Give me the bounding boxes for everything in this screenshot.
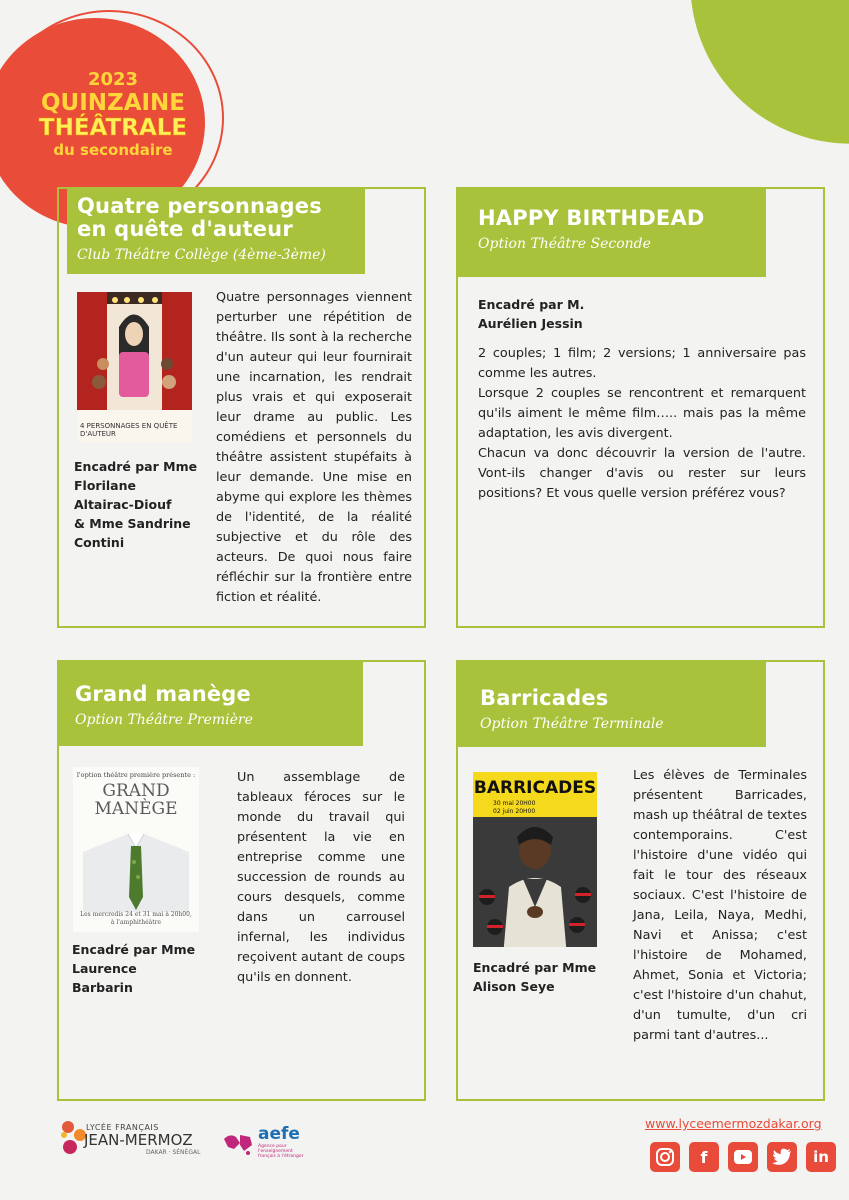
poster4-title: BARRICADES (473, 772, 597, 800)
decorative-green-shape (688, 0, 849, 164)
aefe-subtitle: Agence pour l'enseignement français à l'étranger (258, 1144, 304, 1159)
poster4-date2: 02 juin 20H00 (493, 808, 536, 815)
card4-encadre (473, 958, 613, 996)
school-name-line1: LYCÉE FRANÇAIS (86, 1123, 159, 1132)
card4-title: Barricades (480, 686, 609, 710)
card2-description (478, 344, 806, 504)
poster3-bottom2: à l'amphithéâtre (110, 919, 162, 926)
aefe-logo (258, 1124, 318, 1166)
card3-encadre-line: Laurence (72, 961, 137, 976)
card4-encadre-line: Alison Seye (473, 979, 555, 994)
card3-encadre-line: Barbarin (72, 980, 133, 995)
aefe-wordmark: aefe (258, 1124, 300, 1144)
card1-encadre-line: Encadré par Mme (74, 459, 198, 474)
school-name-line2: JEAN-MERMOZ (84, 1131, 193, 1149)
card2-header (458, 188, 766, 277)
school-logo (58, 1117, 208, 1165)
card2-encadre (478, 295, 678, 333)
event-title-line3: du secondaire (53, 141, 173, 159)
card1-description: Quatre personnages viennent perturber une répétition de théâtre. Ils sont à la recherche d'un auteur qui leur fournirait une incarnation, les rendrait plus vrais et qui exposerait leur drame au public. Les comédiens et personnels du théâtre assistent stupéfaits à leur demande. Une mise en abyme qui explore les thèmes de l'identité, de la réalité subjective et du rôle des acteurs. De quoi nous faire réfléchir sur la frontière entre fiction et réalité. (216, 290, 412, 605)
world-map-icon (220, 1125, 256, 1161)
card2-title: HAPPY BIRTHDEAD (478, 206, 705, 230)
event-title-line1: QUINZAINE (40, 90, 186, 116)
card2-encadre-line: Encadré par M. (478, 297, 585, 312)
card1-poster (77, 292, 192, 442)
website-link[interactable]: www.lyceemermozdakar.org (645, 1116, 822, 1131)
card1-encadre-line: Contini (74, 535, 125, 550)
poster3-top: l'option théâtre première présente : (76, 771, 196, 779)
poster4-date1: 30 mai 20H00 (493, 800, 536, 807)
linkedin-icon[interactable]: in (806, 1142, 836, 1172)
card1-title-line1: Quatre personnages (77, 194, 322, 218)
poster3-shirt-illustration (73, 822, 199, 912)
card4-subtitle: Option Théâtre Terminale (480, 716, 664, 732)
event-year: 2023 (87, 69, 139, 90)
poster3-bottom1: Les mercredis 24 et 31 mai à 20h00, (80, 911, 192, 918)
social-links (650, 1142, 836, 1172)
card3-header (57, 660, 363, 746)
twitter-icon[interactable] (767, 1142, 797, 1172)
card4-description: Les élèves de Terminales présentent Barricades, mash up théâtral de textes contemporains. C'est l'histoire d'une vidéo qui fait le tour des réseaux sociaux. C'est l'histoire de Jana, Leila, Naya, Medhi, Navi et Anissa; c'est l'histoire de Mohamed, Ahmet, Sonia et Victoria; c'est l'histoire d'un chahut, d'un tumulte, d'un cri parmi tant d'autres... (633, 768, 807, 1043)
card4-poster (473, 772, 597, 947)
card4-encadre-line: Encadré par Mme (473, 960, 597, 975)
card1-encadre-line: & Mme Sandrine (74, 516, 191, 531)
card2-desc-p1: 2 couples; 1 film; 2 versions; 1 anniversaire pas comme les autres. (478, 346, 806, 381)
card4-header (458, 661, 766, 747)
facebook-icon[interactable]: f (689, 1142, 719, 1172)
aefe-network-logo (220, 1125, 256, 1161)
school-name-line3: DAKAR · SÉNÉGAL (146, 1149, 201, 1156)
card2-desc-p3: Chacun va donc découvrir la version de l'autre. Vont-ils changer d'avis ou rester sur leurs positions? Et vous quelle version préférez vous? (478, 446, 806, 501)
card1-header (67, 188, 365, 274)
poster1-caption: 4 PERSONNAGES EN QUÊTE D'AUTEUR (80, 422, 178, 438)
card1-encadre-line: Florilane (74, 478, 136, 493)
card1-subtitle: Club Théâtre Collège (4ème-3ème) (77, 247, 326, 263)
youtube-icon[interactable] (728, 1142, 758, 1172)
card3-description: Un assemblage de tableaux féroces sur le monde du travail qui présentent la vie en entreprise comme une succession de rounds au cours desquels, comme dans un carrousel infernal, les individus reçoivent autant de coups qu'ils en donnent. (237, 770, 405, 985)
card3-title: Grand manège (75, 682, 251, 706)
poster1-illustration (77, 292, 192, 442)
card2-encadre-line: Aurélien Jessin (478, 316, 583, 331)
card1-title-line2: en quête d'auteur (77, 217, 293, 241)
event-title-line2: THÉÂTRALE (38, 115, 188, 141)
card2-desc-p2: Lorsque 2 couples se rencontrent et remarquent qu'ils aiment le même film….. mais pas la même adaptation, les avis divergent. (478, 386, 806, 441)
card3-encadre-line: Encadré par Mme (72, 942, 196, 957)
poster3-title1: GRAND (102, 781, 170, 801)
card1-encadre (74, 457, 204, 552)
poster3-title2: MANÈGE (94, 799, 178, 819)
card3-subtitle: Option Théâtre Première (75, 712, 253, 728)
card1-encadre-line: Altairac-Diouf (74, 497, 172, 512)
card3-poster (73, 767, 199, 932)
event-logo (28, 70, 198, 160)
card2-subtitle: Option Théâtre Seconde (478, 236, 651, 252)
poster4-illustration (473, 817, 597, 947)
instagram-icon[interactable] (650, 1142, 680, 1172)
card3-encadre (72, 940, 212, 997)
